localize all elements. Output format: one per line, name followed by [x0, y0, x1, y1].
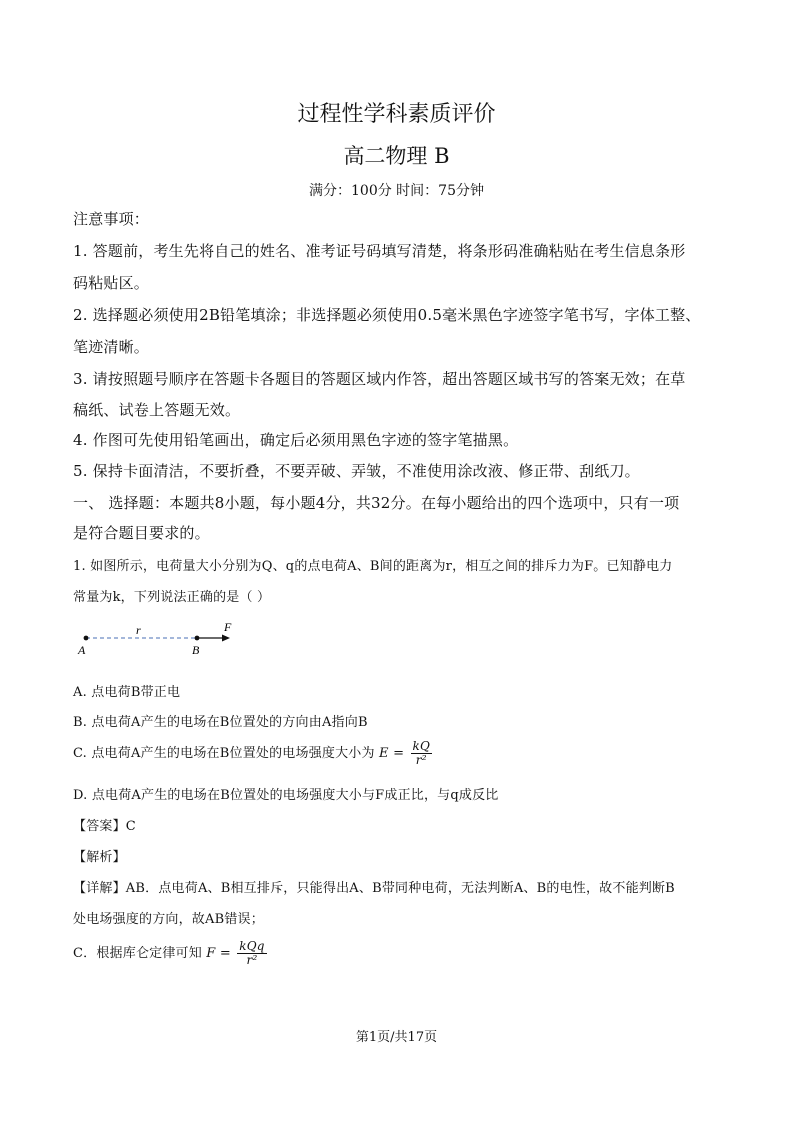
formula-fraction — [237, 940, 266, 967]
exam-meta: 满分：100分 时间：75分钟 — [309, 183, 484, 199]
exam-title: 过程性学科素质评价 — [297, 102, 496, 127]
arrow-head-icon — [222, 635, 230, 642]
label-f: F — [224, 620, 232, 634]
formula-lhs: F = — [206, 946, 231, 961]
detail-c-text: C．根据库仑定律可知 — [73, 946, 202, 961]
formula-fraction — [411, 740, 433, 767]
formula-numerator: kQ — [412, 739, 431, 753]
formula-denominator: r² — [246, 953, 258, 967]
detail-line: 【详解】AB．点电荷A、B相互排斥，只能得出A、B带同种电荷，无法判断A、B的电性，故不能判断B — [73, 881, 675, 896]
label-r: r — [136, 623, 141, 637]
detail-c — [73, 940, 733, 967]
page-footer: 第1页/共17页 — [355, 1030, 438, 1045]
note-line: 4. 作图可先使用铅笔画出，确定后必须用黑色字迹的签字笔描黑。 — [73, 431, 519, 449]
subject-title: 高二物理 B — [343, 144, 450, 168]
formula-denominator: r² — [415, 753, 427, 767]
option-c — [73, 740, 733, 767]
question-stem-cont: 常量为k，下列说法正确的是（ ） — [73, 590, 271, 605]
option-a: A. 点电荷B带正电 — [73, 685, 181, 700]
label-b: B — [192, 643, 200, 657]
analysis-heading: 【解析】 — [73, 850, 126, 865]
note-line: 2. 选择题必须使用2B铅笔填涂；非选择题必须使用0.5毫米黑色字迹签字笔书写，字体工整、 — [73, 306, 701, 324]
option-d: D. 点电荷A产生的电场在B位置处的电场强度大小与F成正比，与q成反比 — [73, 788, 499, 803]
note-line: 码粘贴区。 — [73, 274, 150, 292]
section-heading: 一、 选择题：本题共8小题，每小题4分，共32分。在每小题给出的四个选项中，只有一项 — [73, 494, 680, 512]
label-a: A — [78, 643, 86, 657]
note-line: 稿纸、试卷上答题无效。 — [73, 401, 241, 419]
option-c-text: C. 点电荷A产生的电场在B位置处的电场强度大小为 — [73, 746, 375, 761]
detail-line: 处电场强度的方向，故AB错误； — [73, 912, 264, 927]
note-line: 3. 请按照题号顺序在答题卡各题目的答题区域内作答，超出答题区域书写的答案无效；在草 — [73, 370, 686, 388]
note-line: 1. 答题前，考生先将自己的姓名、准考证号码填写清楚，将条形码准确粘贴在考生信息条形 — [73, 242, 686, 260]
formula-numerator: kQq — [239, 939, 265, 953]
answer-label: 【答案】C — [73, 819, 136, 834]
charge-diagram — [72, 618, 272, 662]
note-line: 笔迹清晰。 — [73, 338, 150, 356]
question-stem: 1. 如图所示，电荷量大小分别为Q、q的点电荷A、B间的距离为r，相互之间的排斥力为F。已知静电力 — [73, 559, 673, 574]
notes-heading: 注意事项： — [73, 210, 150, 228]
section-heading-cont: 是符合题目要求的。 — [73, 524, 210, 542]
charge-b-dot — [195, 636, 200, 641]
note-line: 5. 保持卡面清洁，不要折叠，不要弄破、弄皱，不准使用涂改液、修正带、刮纸刀。 — [73, 462, 640, 480]
formula-lhs: E = — [379, 746, 405, 761]
charge-a-dot — [84, 636, 89, 641]
option-b: B. 点电荷A产生的电场在B位置处的方向由A指向B — [73, 715, 368, 730]
